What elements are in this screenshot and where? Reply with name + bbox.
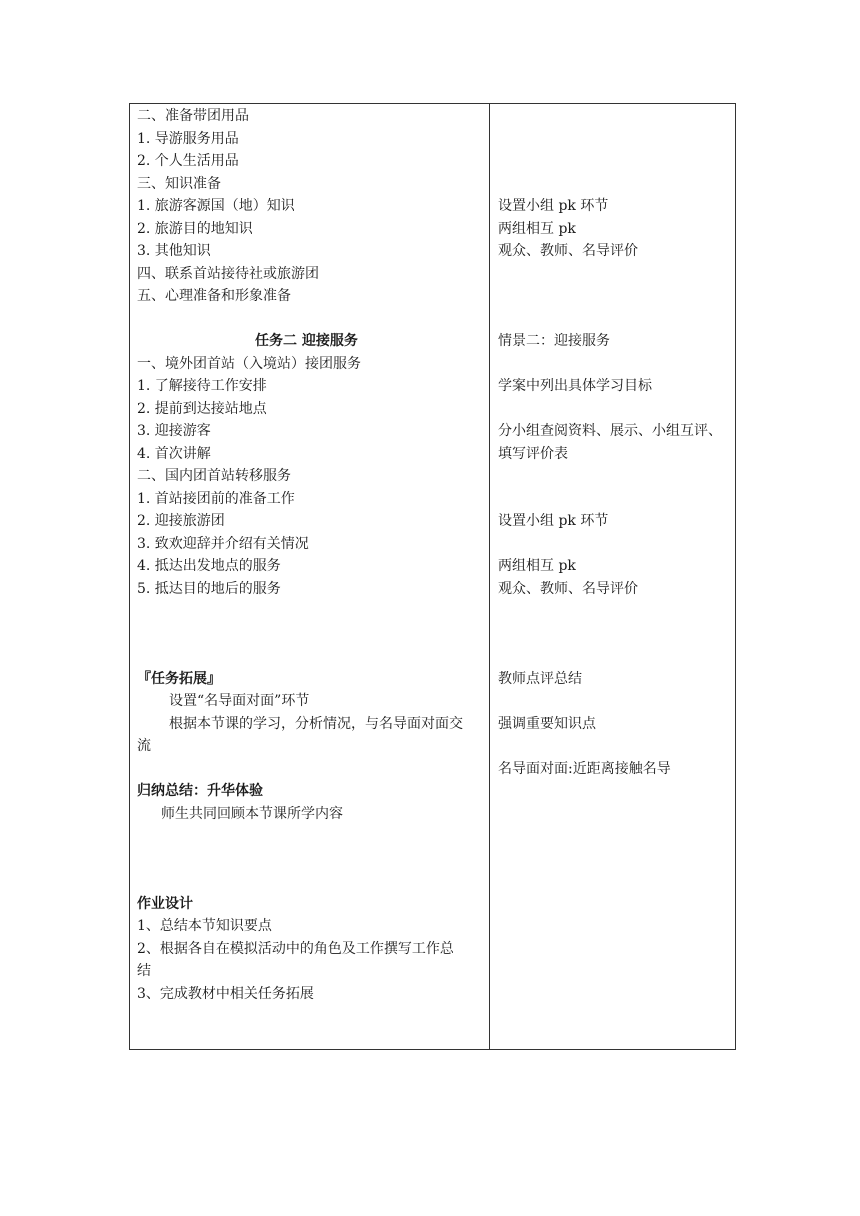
summary-title: 归纳总结：升华体验 [137,783,263,799]
t2-part1-title: 一、境外团首站（入境站）接团服务 [137,356,361,372]
s2-item2: 2. 个人生活用品 [137,153,239,169]
t2-p2-item3: 3. 致欢迎辞并介绍有关情况 [137,536,309,552]
section3-title: 三、知识准备 [137,176,221,192]
t2-p1-item3: 3. 迎接游客 [137,423,211,439]
extension-line3: 流 [137,738,151,754]
right-r11: 强调重要知识点 [498,716,596,732]
homework-item2a: 2、根据各自在模拟活动中的角色及工作撰写工作总 [137,941,454,957]
right-r2: 两组相互 pk [498,221,576,237]
t2-p1-item1: 1. 了解接待工作安排 [137,378,267,394]
section2-title: 二、准备带团用品 [137,108,249,124]
summary-text: 师生共同回顾本节课所学内容 [161,806,343,822]
t2-p2-item4: 4. 抵达出发地点的服务 [137,558,281,574]
s3-item2: 2. 旅游目的地知识 [137,221,253,237]
right-r4: 情景二：迎接服务 [498,333,610,349]
right-r5: 学案中列出具体学习目标 [498,378,652,394]
homework-title: 作业设计 [137,896,193,912]
t2-p1-item4: 4. 首次讲解 [137,446,211,462]
right-r8: 两组相互 pk [498,558,576,574]
right-r10: 教师点评总结 [498,671,582,687]
right-r9: 观众、教师、名导评价 [498,581,638,597]
task2-title: 任务二 迎接服务 [255,333,358,349]
right-r12: 名导面对面:近距离接触名导 [498,761,671,777]
homework-item2b: 结 [137,963,151,979]
right-r1: 设置小组 pk 环节 [498,198,609,214]
t2-p2-item1: 1. 首站接团前的准备工作 [137,491,295,507]
t2-part2-title: 二、国内团首站转移服务 [137,468,291,484]
s3-item1: 1. 旅游客源国（地）知识 [137,198,295,214]
extension-line2: 根据本节课的学习，分析情况，与名导面对面交 [169,716,463,732]
extension-title: 『任务拓展』 [137,671,221,687]
lesson-plan-table [129,103,736,1050]
right-r3: 观众、教师、名导评价 [498,243,638,259]
homework-item3: 3、完成教材中相关任务拓展 [137,986,314,1002]
section5-title: 五、心理准备和形象准备 [137,288,291,304]
homework-item1: 1、总结本节知识要点 [137,918,272,934]
right-r6b: 填写评价表 [498,446,568,462]
t2-p1-item2: 2. 提前到达接站地点 [137,401,267,417]
extension-line1: 设置“名导面对面”环节 [169,693,310,709]
t2-p2-item5: 5. 抵达目的地后的服务 [137,581,281,597]
t2-p2-item2: 2. 迎接旅游团 [137,513,225,529]
right-r6a: 分小组查阅资料、展示、小组互评、 [498,423,722,439]
s2-item1: 1. 导游服务用品 [137,131,239,147]
column-divider [489,104,490,1049]
right-r7: 设置小组 pk 环节 [498,513,609,529]
section4-title: 四、联系首站接待社或旅游团 [137,266,319,282]
s3-item3: 3. 其他知识 [137,243,211,259]
